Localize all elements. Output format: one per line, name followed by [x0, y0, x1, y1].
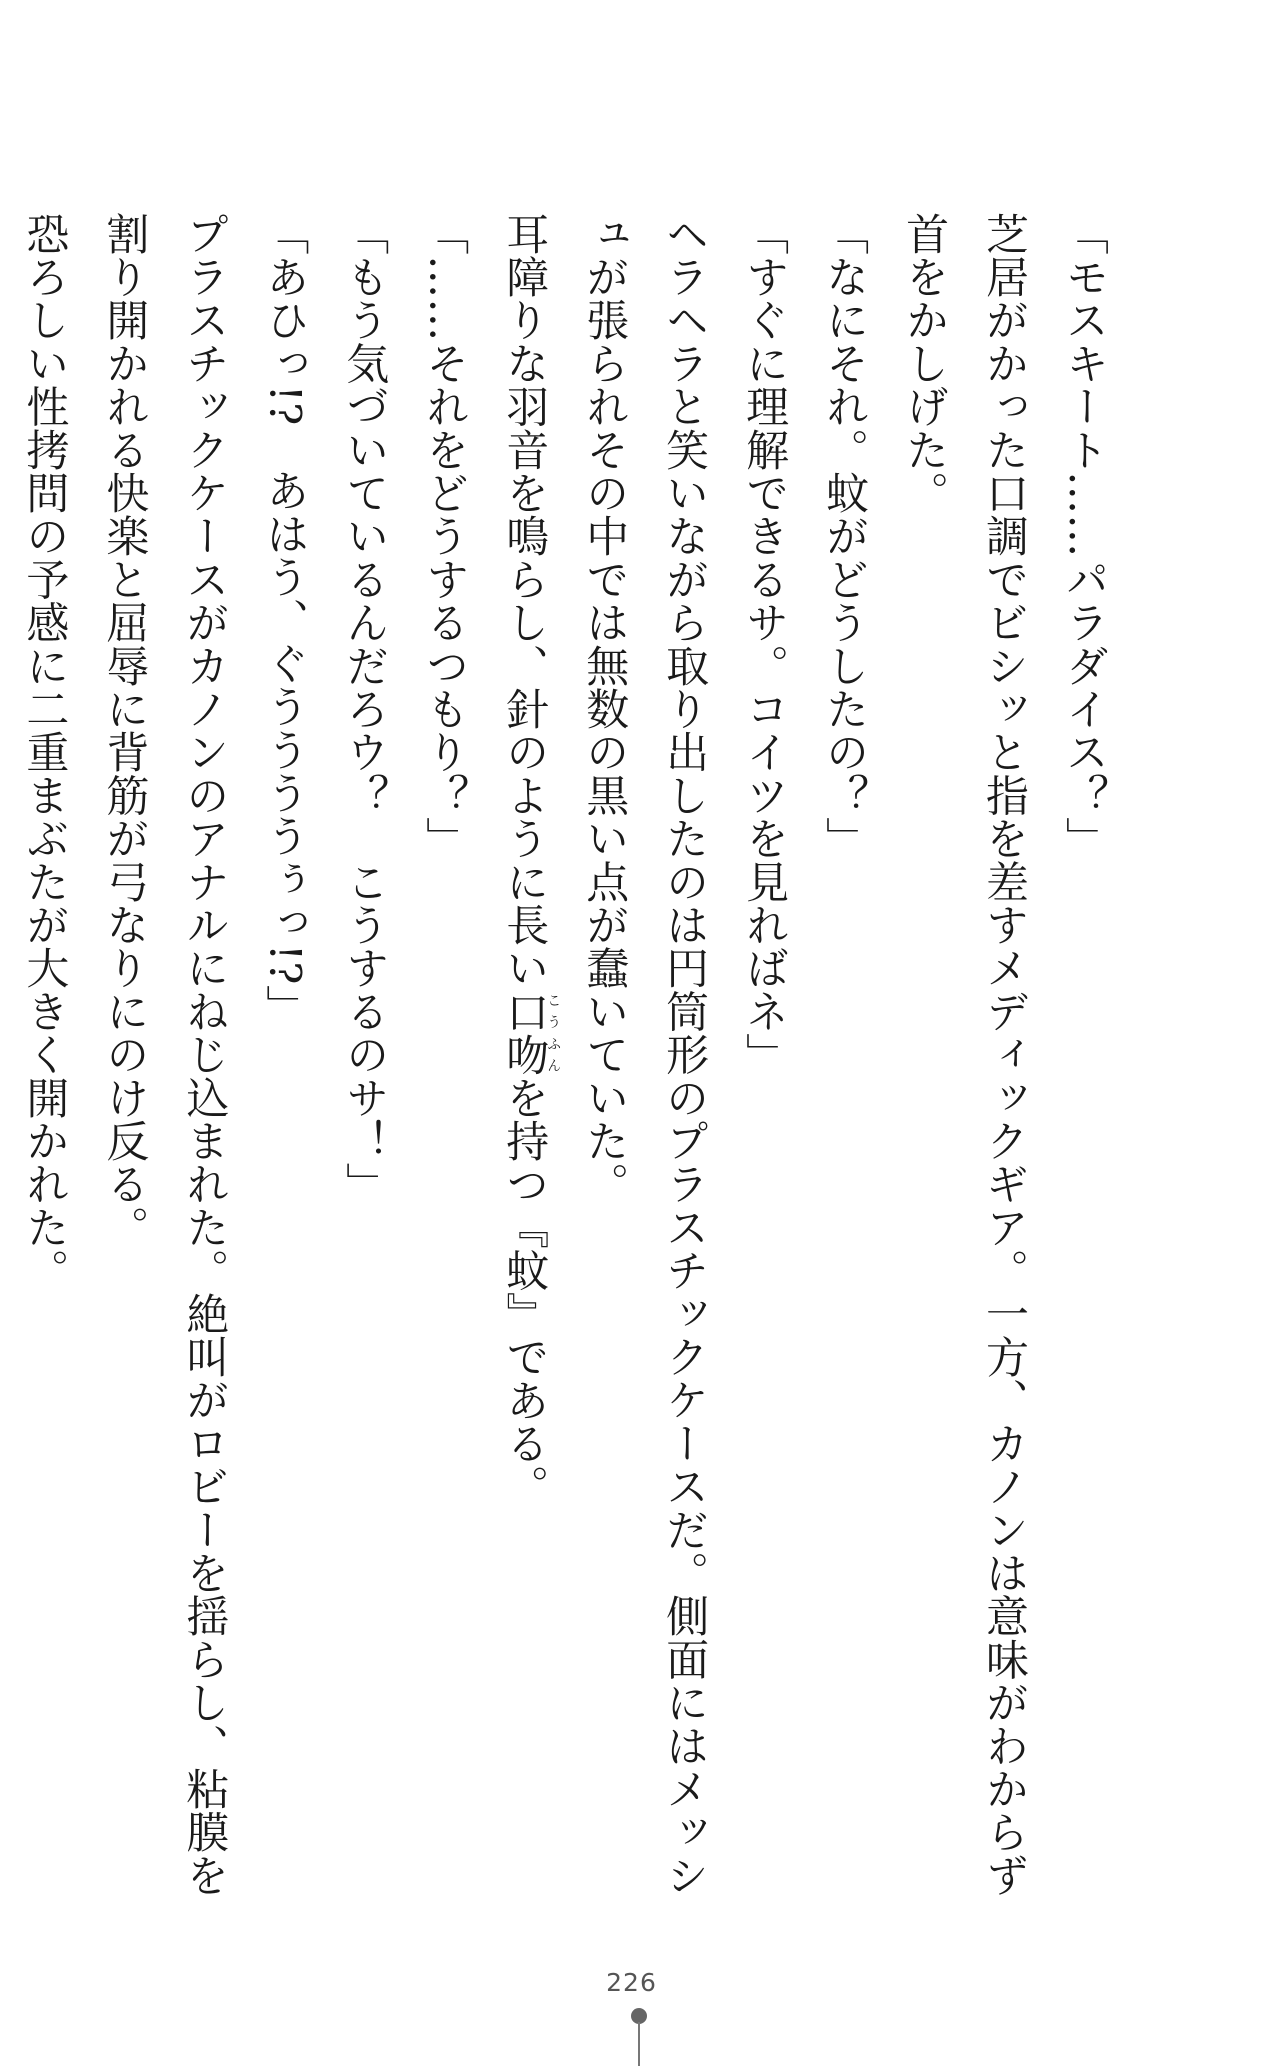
body-text [0, 212, 1123, 1897]
page-marker-line [638, 2022, 640, 2066]
text-line-15 [0, 212, 3, 1862]
ruby-base: 口吻 [499, 989, 550, 1077]
page-number: 226 [606, 1968, 657, 1997]
text-line-8 [483, 212, 563, 1862]
text-line-8-before: 耳障りな羽音を鳴らし、針のように長い [499, 212, 550, 990]
text-line-12: プラスチックケースがカノンのアナルにねじ込まれた。絶叫がロビーを揺らし、粘膜を [179, 212, 230, 1897]
text-line-10: 「もう気づいているんだろウ？ こうするのサ！」 [339, 212, 390, 1206]
text-line-5: 「すぐに理解できるサ。コイツを見ればネ」 [739, 212, 790, 1076]
text-line-13: 割り開かれる快楽と屈辱に背筋が弓なりにのけ反る。 [99, 212, 150, 1249]
text-line-7: ュが張られその中では無数の黒い点が蠢いていた。 [579, 212, 630, 1206]
text-line-11: 「あひっ!? あはう、ぐううううぅっ!?」 [259, 212, 310, 1028]
text-line-2: 芝居がかった口調でビシッと指を差すメディックギア。一方、カノンは意味がわからず [979, 212, 1030, 1897]
text-line-8-after: を持つ『蚊』である。 [499, 1076, 550, 1509]
text-line-4: 「なにそれ。蚊がどうしたの？」 [819, 212, 870, 860]
text-line-1: 「モスキート……パラダイス？」 [1059, 212, 1109, 860]
ruby-kouhun [499, 989, 562, 1077]
text-line-6: ヘラヘラと笑いながら取り出したのは円筒形のプラスチックケースだ。側面にはメッシ [659, 212, 710, 1897]
text-line-3: 首をかしげた。 [899, 212, 950, 515]
ruby-reading: こうふん [545, 989, 562, 1076]
text-line-14: 恐ろしい性拷問の予感に二重まぶたが大きく開かれた。 [19, 212, 70, 1292]
text-line-9: 「……それをどうするつもり？」 [419, 212, 470, 860]
